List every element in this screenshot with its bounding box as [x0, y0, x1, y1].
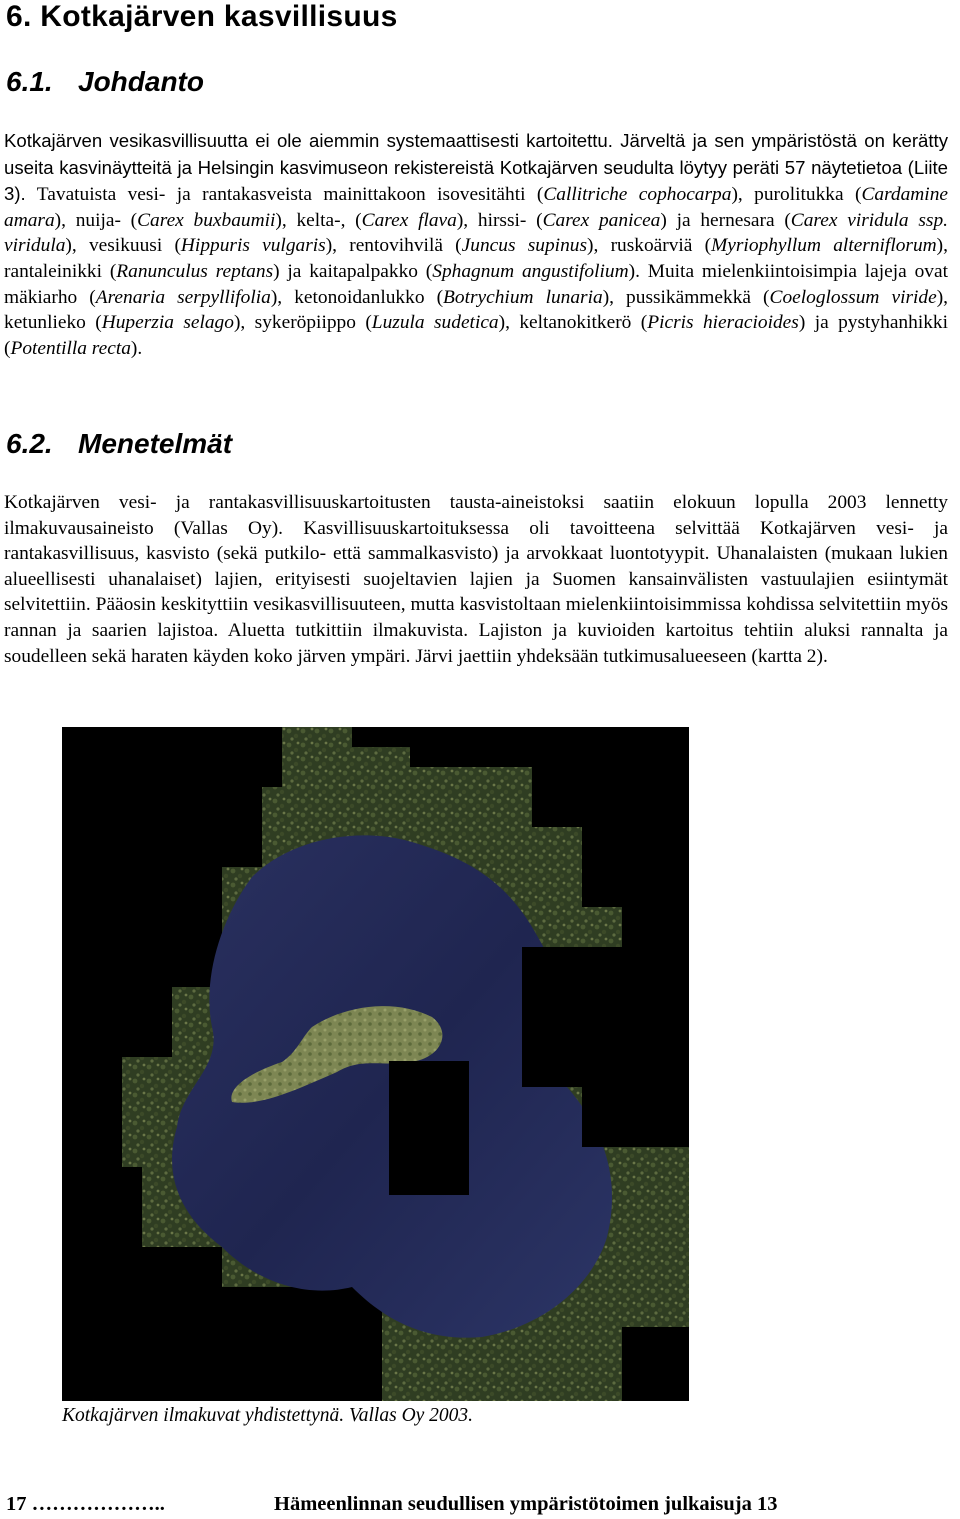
- publication-series: Hämeenlinnan seudullisen ympäristötoimen julkaisuja 13: [274, 1493, 778, 1515]
- taxon: Huperzia selago: [101, 312, 234, 334]
- aerial-photo-mosaic: [62, 727, 689, 1401]
- intro-text: ), rantaleinikki (: [4, 235, 948, 282]
- intro-text: ), rentovihvilä (: [325, 235, 462, 257]
- intro-text: ), ketunlieko (: [4, 286, 949, 334]
- photo-gap: [389, 1061, 469, 1195]
- photo-gap: [62, 1267, 222, 1401]
- intro-heading-text: Johdanto: [78, 66, 204, 97]
- intro-text: ).: [130, 337, 143, 359]
- taxon: Arenaria serpyllifolia: [95, 286, 271, 308]
- taxon: Carex viridula ssp. viridula: [4, 209, 948, 257]
- taxon: Coeloglossum viride: [769, 286, 937, 308]
- intro-text: ), keltanokitkerö (: [498, 312, 648, 334]
- intro-text: ), ketonoidanlukko (: [270, 286, 444, 308]
- intro-text: ), nuija- (: [54, 209, 138, 231]
- intro-text: ) ja hernesara (: [660, 209, 791, 231]
- intro-text: ), hirssi- (: [456, 209, 543, 231]
- section-title: 6. Kotkajärven kasvillisuus: [6, 0, 398, 33]
- intro-text: Tavatuista vesi- ja rantakasveista mainittakoon isovesitähti (: [25, 184, 544, 206]
- taxon: Carex flava: [361, 209, 457, 231]
- taxon: Carex buxbaumii: [137, 209, 276, 231]
- intro-text: ), pussikämmekkä (: [602, 286, 770, 308]
- methods-paragraph: Kotkajärven vesi- ja rantakasvillisuuskartoitusten tausta-aineistoksi saatiin elokuun lopulla 2003 lennetty ilmakuvausaineisto (Vallas Oy). Kasvillisuuskartoituksessa oli tavoitteena selvittää Kotkajärven vesi- ja rantakasvillisuus, kasvisto (sekä putkilo- että sammalkasvisto) ja arvokkaat luontotyypit. Uhanalaisten (mukaan lukien alueellisesti uhanalaiset) lajien, erityisesti suojeltavien lajien ja Suomen kansainvälisten vastuulajien esiintymät selvitettiin. Pääosin keskityttiin vesikasvillisuuteen, mutta kasvistoltaan mielenkiintoisimmissa kohdissa selvitettiin myös rannan ja saarien lajistoa. Aluetta tutkittiin ilmakuvista. Lajiston ja kuvioiden kartoitus tehtiin aluksi rannalta ja soudelleen sekä haraten käyden koko järven ympäri. Järvi jaettiin yhdeksään tutkimusalueeseen (kartta 2).: [4, 492, 948, 667]
- taxon: Picris hieracioides: [647, 312, 799, 334]
- taxon: Juncus supinus: [461, 235, 588, 257]
- taxon: Potentilla recta: [10, 337, 131, 359]
- intro-text: ) ja pystyhanhikki (: [4, 312, 948, 359]
- taxon: Callitriche cophocarpa: [543, 184, 732, 206]
- intro-heading-number: 6.1.: [6, 66, 53, 97]
- figure-caption: Kotkajärven ilmakuvat yhdistettynä. Vallas Oy 2003.: [62, 1405, 474, 1426]
- methods-heading-number: 6.2.: [6, 428, 53, 459]
- page-footer: [6, 1491, 906, 1517]
- methods-heading: [6, 428, 232, 460]
- taxon: Luzula sudetica: [371, 312, 499, 334]
- taxon: Carex panicea: [542, 209, 661, 231]
- taxon: Hippuris vulgaris: [180, 235, 326, 257]
- taxon: Botrychium lunaria: [443, 286, 603, 308]
- intro-text: ), vesikuusi (: [65, 235, 181, 257]
- taxon: Sphagnum angustifolium: [432, 260, 629, 282]
- intro-text: ). Muita mielenkiintoisimpia lajeja ovat mäkiarho (: [4, 260, 948, 308]
- taxon: Myriophyllum alterniflorum: [711, 235, 937, 257]
- intro-text: ), purolitukka (: [731, 184, 862, 206]
- intro-text: ), sykeröpiippo (: [233, 312, 372, 334]
- intro-text: ) ja kaitapalpakko (: [273, 260, 433, 282]
- intro-text-sans: Kotkajärven vesikasvillisuutta ei ole aiemmin systemaattisesti kartoitettu. Järveltä ja sen ympäristöstä on kerätty useita kasvinäytteitä ja Helsingin kasvimuseon rekistereistä Kotkajärven seudulta löytyy peräti 57 näytetietoa (Liite 3).: [4, 130, 948, 205]
- taxon: Ranunculus reptans: [116, 260, 274, 282]
- photo-gap: [62, 727, 172, 1057]
- page-number: 17 ………………..: [6, 1493, 165, 1515]
- intro-text: ), kelta-, (: [275, 209, 362, 231]
- taxon: Cardamine amara: [4, 184, 948, 231]
- intro-paragraph: [4, 128, 948, 361]
- methods-heading-text: Menetelmät: [78, 428, 233, 459]
- intro-text: ), ruskoärviä (: [587, 235, 712, 257]
- intro-heading: [6, 66, 204, 98]
